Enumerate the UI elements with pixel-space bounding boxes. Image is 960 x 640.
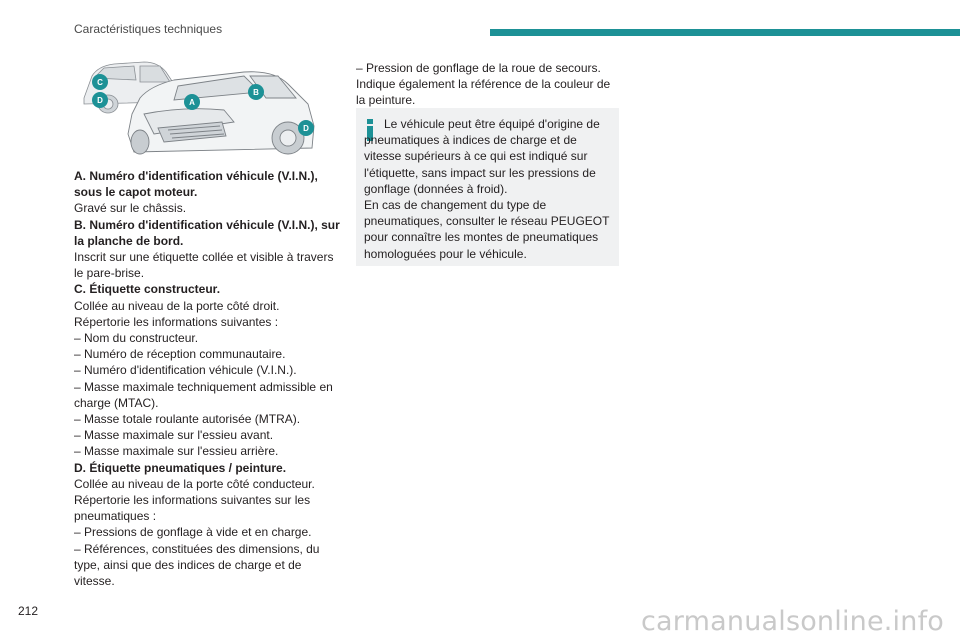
text-line: Indique également la référence de la couleur de la peinture. [356,77,611,108]
list-item: – Pression de gonflage de la roue de secours. [356,61,601,75]
text-line: Collée au niveau de la porte côté droit. [74,298,280,313]
list-item: – Numéro d'identification véhicule (V.I.N.). [74,363,297,378]
text-line: Gravé sur le châssis. [74,201,187,216]
callout-a-label: A [189,98,195,107]
callout-b-label: B [253,88,259,97]
left-column-text [74,168,344,589]
list-item: – Numéro de réception communautaire. [74,347,286,362]
text-line: Répertorie les informations suivantes : [74,314,279,329]
right-column-text [356,60,618,109]
list-item: – Nom du constructeur. [74,331,199,346]
text-line: Répertorie les informations suivantes sur les pneumatiques : [74,493,311,524]
text-line: Collée au niveau de la porte côté conducteur. [74,476,315,491]
callout-c-label: C [97,78,103,87]
callout-d-rear-label: D [97,96,103,105]
callout-d-front-label: D [303,124,309,133]
header-accent-bar [490,29,960,36]
list-item: – Masse maximale techniquement admissible en charge (MTAC). [74,379,333,410]
list-item: – Références, constituées des dimensions, du type, ainsi que des indices de charge et de vitesse. [74,541,320,589]
section-header-title: Caractéristiques techniques [74,22,223,36]
list-item: – Masse totale roulante autorisée (MTRA). [74,412,301,427]
text-line: Inscrit sur une étiquette collée et visible à travers le pare-brise. [74,250,334,281]
info-paragraph-1: Le véhicule peut être équipé d'origine de pneumatiques à indices de charge et de vitesse supérieurs à ce qui est indiqué sur l'étiquette, sans impact sur les pressions de gonflage (données à froid). [364,117,600,196]
watermark: carmanualsonline.info [641,606,944,637]
vehicle-identification-illustration [74,52,324,160]
info-paragraph-2: En cas de changement du type de pneumatiques, consulter le réseau PEUGEOT pour connaître les montes de pneumatiques homologuées pour le véhicule. [364,198,610,261]
list-item: – Pressions de gonflage à vide et en charge. [74,525,312,540]
text-line: B. Numéro d'identification véhicule (V.I.N.), sur la planche de bord. [74,217,340,248]
text-line: C. Étiquette constructeur. [74,282,221,297]
info-note-box [356,108,619,266]
page-number: 212 [18,604,39,618]
list-item: – Masse maximale sur l'essieu avant. [74,428,274,443]
list-item: – Masse maximale sur l'essieu arrière. [74,444,279,459]
text-line: A. Numéro d'identification véhicule (V.I.N.), sous le capot moteur. [74,169,318,200]
text-line: D. Étiquette pneumatiques / peinture. [74,460,287,475]
